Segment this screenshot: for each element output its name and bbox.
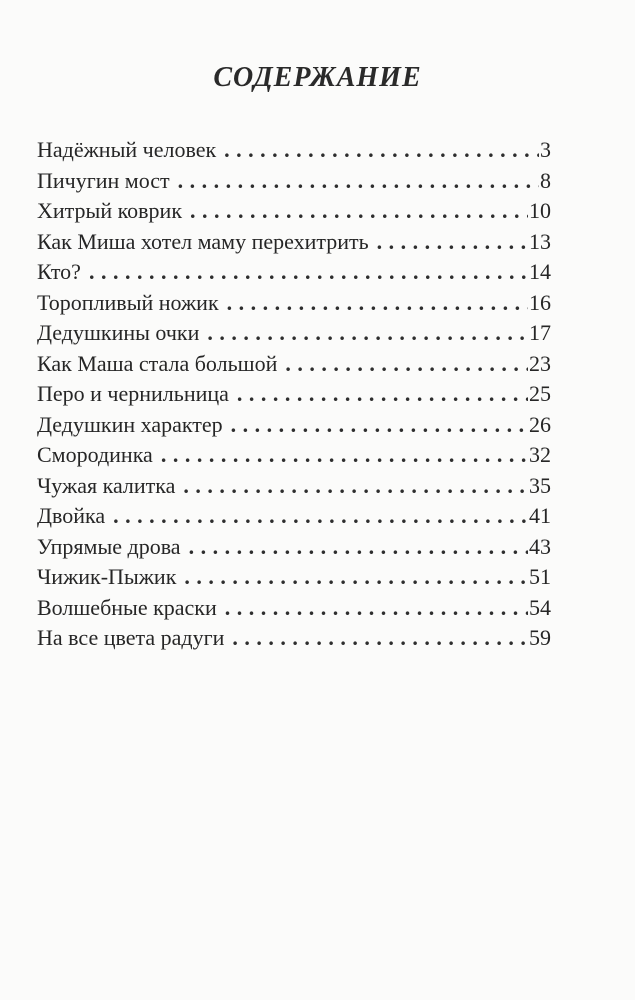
toc-entry-page: 26 xyxy=(529,411,551,437)
toc-entry-title: Упрямые дрова xyxy=(37,533,181,559)
toc-entry-title: Двойка xyxy=(37,503,106,528)
toc-entry-title: Волшебные краски xyxy=(37,594,217,620)
toc-entry-title: Хитрый коврик xyxy=(37,198,183,223)
dot-leader xyxy=(232,623,528,653)
toc-entry xyxy=(37,440,551,471)
dot-leader xyxy=(184,562,528,592)
dot-leader xyxy=(89,257,528,287)
toc-entry-title: Дедушкины очки xyxy=(37,320,200,345)
dot-leader xyxy=(285,349,528,379)
toc-entry xyxy=(37,166,551,197)
toc-entry xyxy=(37,379,551,410)
toc-entry-page: 13 xyxy=(529,228,551,254)
toc-entry-page: 8 xyxy=(540,167,551,193)
toc-entry xyxy=(37,410,551,441)
toc-entry xyxy=(37,257,551,288)
toc-entry xyxy=(37,471,551,502)
toc-entry xyxy=(37,288,551,319)
toc-entry xyxy=(37,135,551,166)
toc-entry-page: 17 xyxy=(529,320,551,345)
dot-leader xyxy=(207,318,528,348)
toc-entry-page: 3 xyxy=(540,137,551,162)
dot-leader xyxy=(189,532,528,562)
toc-entry xyxy=(37,501,551,532)
toc-entry-title: Торопливый ножик xyxy=(37,289,219,315)
toc-entry xyxy=(37,562,551,593)
dot-leader xyxy=(161,440,528,470)
toc-entry-page: 43 xyxy=(529,533,551,559)
dot-leader xyxy=(377,227,528,257)
dot-leader xyxy=(227,288,528,318)
toc-entry-page: 35 xyxy=(529,472,551,498)
toc-entry xyxy=(37,593,551,624)
toc-entry-title: Как Маша стала большой xyxy=(37,350,278,376)
toc-entry-page: 59 xyxy=(529,625,551,650)
toc-entry-page: 10 xyxy=(529,198,551,223)
toc-entry-page: 23 xyxy=(529,350,551,376)
toc-entry-title: Как Миша хотел маму перехитрить xyxy=(37,228,369,254)
toc-entry xyxy=(37,227,551,258)
toc-entry-page: 54 xyxy=(529,594,551,620)
toc-entry-page: 32 xyxy=(529,442,551,467)
toc-entry xyxy=(37,349,551,380)
toc-entry xyxy=(37,532,551,563)
toc-entry-title: Чижик-Пыжик xyxy=(37,564,177,589)
dot-leader xyxy=(224,135,539,165)
toc-entry-title: Смородинка xyxy=(37,442,153,467)
toc-entry-page: 25 xyxy=(529,381,551,406)
toc-entry-title: Пичугин мост xyxy=(37,167,170,193)
toc-entry-page: 16 xyxy=(529,289,551,315)
dot-leader xyxy=(231,410,528,440)
toc-entry-title: На все цвета радуги xyxy=(37,625,225,650)
toc-entry-title: Перо и чернильница xyxy=(37,381,229,406)
dot-leader xyxy=(225,593,528,623)
toc-entry-title: Чужая калитка xyxy=(37,472,176,498)
page-title: СОДЕРЖАНИЕ xyxy=(213,62,422,93)
toc-entry xyxy=(37,196,551,227)
toc-entry xyxy=(37,318,551,349)
table-of-contents xyxy=(37,135,551,654)
toc-entry-page: 14 xyxy=(529,259,551,284)
toc-entry-page: 41 xyxy=(529,503,551,528)
dot-leader xyxy=(113,501,528,531)
toc-entry-page: 51 xyxy=(529,564,551,589)
dot-leader xyxy=(178,166,539,196)
dot-leader xyxy=(190,196,528,226)
dot-leader xyxy=(183,471,528,501)
toc-entry-title: Кто? xyxy=(37,259,81,284)
dot-leader xyxy=(237,379,528,409)
toc-entry-title: Дедушкин характер xyxy=(37,411,223,437)
toc-entry-title: Надёжный человек xyxy=(37,137,217,162)
toc-entry xyxy=(37,623,551,654)
